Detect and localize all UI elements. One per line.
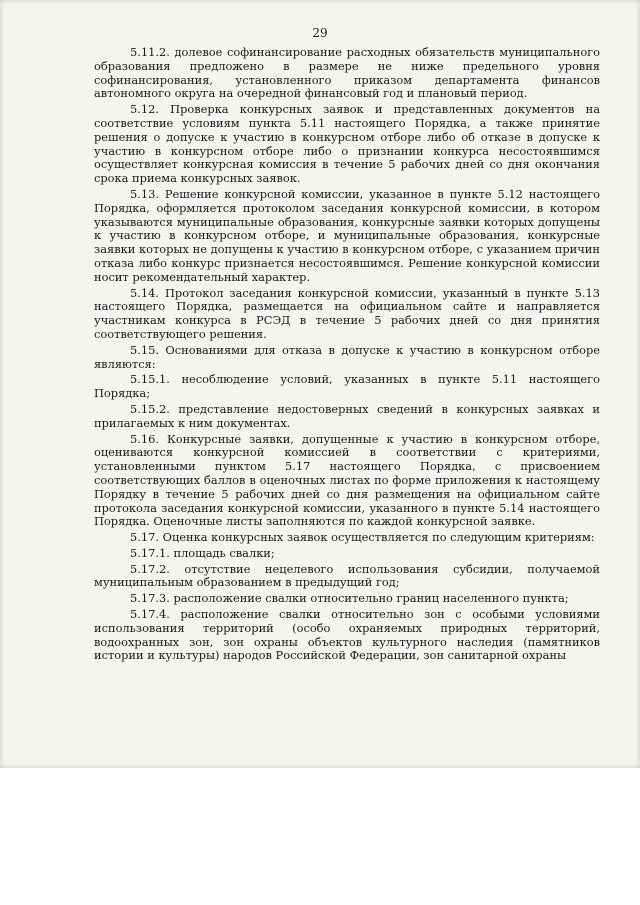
paragraph-5-17-3: 5.17.3. расположение свалки относительно границ населенного пункта; <box>130 591 569 606</box>
page-number: 29 <box>312 26 328 40</box>
paragraph-5-15-1: 5.15.1. несоблюдение условий, указанных в пункте 5.11 настоящего Порядка; <box>94 372 600 401</box>
blank-margin <box>0 768 640 905</box>
paragraph-5-13: 5.13. Решение конкурсной комиссии, указанное в пункте 5.12 настоящего Порядка, оформляется протоколом заседания конкурсной комиссии, в котором указываются муниципальные образования, конкурсные заявки которых допущены к участию в конкурсном отборе, и муниципальные образования, конкурсные заявки которых не допущены к участию в конкурсном отборе, с указанием причин отказа либо конкурс признается несостоявшимся. Решение конкурсной комиссии носит рекомендательный характер. <box>94 186 600 284</box>
paragraph-5-15: 5.15. Основаниями для отказа в допуске к участию в конкурсном отборе являются: <box>94 342 600 371</box>
paragraph-5-11-2: 5.11.2. долевое софинансирование расходных обязательств муниципального образования предложено в размере не ниже предельного уровня софинансирования, установленного приказом департамента финансов автономного округа на очередной финансовый год и плановый период. <box>94 45 600 101</box>
paragraph-5-12: 5.12. Проверка конкурсных заявок и представленных документов на соответствие условиям пункта 5.11 настоящего Порядка, а также принятие решения о допуске к участию в конкурсном отборе либо об отказе в допуске к участию в конкурсном отборе либо о признании конкурса несостоявшимся осуществляет конкурсная комиссия в течение 5 рабочих дней со дня окончания срока приема конкурсных заявок. <box>94 102 600 186</box>
paragraph-5-17: 5.17. Оценка конкурсных заявок осуществляется по следующим критериям: <box>130 530 595 545</box>
paragraph-5-17-4: 5.17.4. расположение свалки относительно зон с особыми условиями использования территорий (особо охраняемых природных территорий, водоохранных зон, зон охраны объектов культурного наследия (памятников истории и культуры) народов Российской Федерации, зон санитарной охраны <box>94 607 600 663</box>
document-body <box>94 46 600 665</box>
paragraph-5-16: 5.16. Конкурсные заявки, допущенные к участию в конкурсном отборе, оцениваются конкурсной комиссией в соответствии с критериями, установленными пунктом 5.17 настоящего Порядка, с присвоением соответствующих баллов в оценочных листах по форме приложения к настоящему Порядку в течение 5 рабочих дней со дня размещения на официальном сайте протокола заседания конкурсной комиссии, указанного в пункте 5.14 настоящего Порядка. Оценочные листы заполняются по каждой конкурсной заявке. <box>94 431 600 529</box>
paragraph-5-17-1: 5.17.1. площадь свалки; <box>130 545 275 560</box>
paragraph-5-15-2: 5.15.2. представление недостоверных сведений в конкурсных заявках и прилагаемых к ним документах. <box>94 401 600 430</box>
paragraph-5-14: 5.14. Протокол заседания конкурсной комиссии, указанный в пункте 5.13 настоящего Порядка, размещается на официальном сайте и направляется участникам конкурса в РСЭД в течение 5 рабочих дней со дня принятия соответствующего решения. <box>94 285 600 341</box>
paragraph-5-17-2: 5.17.2. отсутствие нецелевого использования субсидии, получаемой муниципальным образованием в предыдущий год; <box>94 561 600 590</box>
